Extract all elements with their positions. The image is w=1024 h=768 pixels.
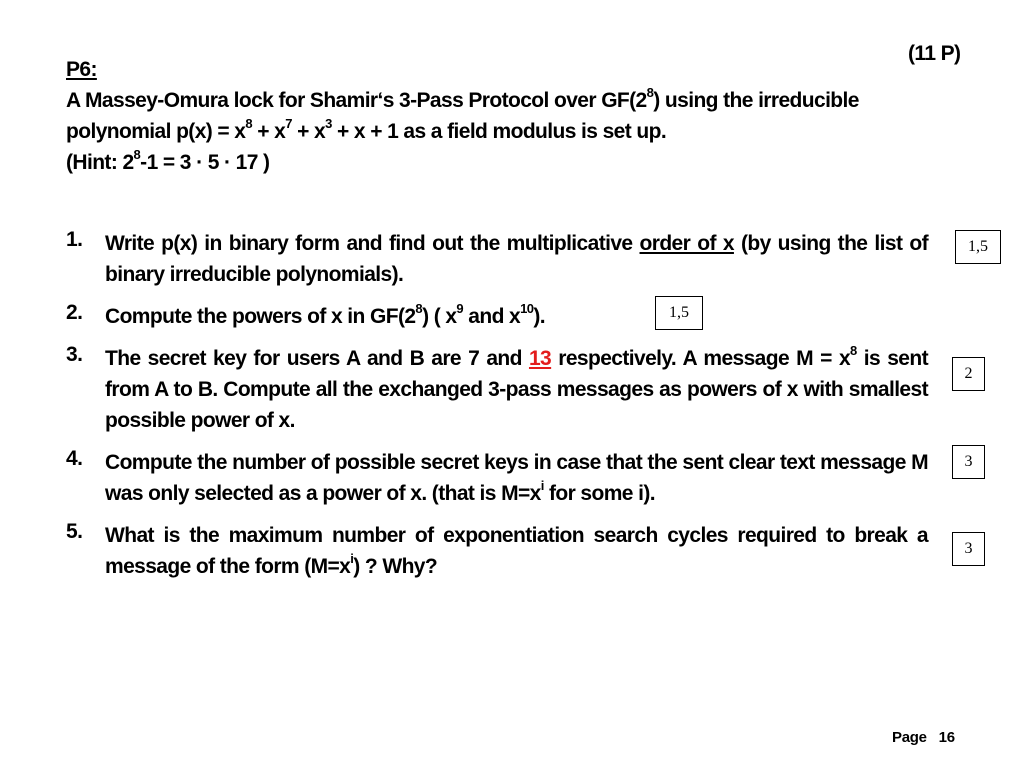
superscript: 8 (415, 301, 423, 316)
page-label: Page (892, 729, 927, 746)
text: for some i). (543, 482, 655, 505)
task-2 (66, 301, 928, 332)
problem-header (66, 54, 928, 178)
text: ) ? Why? (353, 555, 438, 578)
text: ) ( x (422, 305, 457, 328)
task-3 (66, 343, 928, 436)
task-number: 1. (66, 228, 83, 251)
text: + x (291, 120, 326, 143)
text: is sent from A to B. Compute all the exchanged 3-pass messages as powers of x with smallest possible power of x. (105, 347, 929, 432)
underlined-term: order of x (639, 232, 734, 255)
points-label: (11 P) (908, 42, 961, 65)
superscript: i (540, 478, 544, 493)
score-box-task-4: 3 (952, 445, 985, 479)
superscript: 9 (456, 301, 464, 316)
superscript: 8 (133, 147, 141, 162)
problem-statement-line-2 (66, 116, 928, 147)
text: + x + 1 as a field modulus is set up. (331, 120, 667, 143)
problem-statement-line-1 (66, 85, 928, 116)
superscript: i (350, 551, 354, 566)
text: + x (252, 120, 286, 143)
text: polynomial p(x) = x (66, 120, 246, 143)
text: ). (533, 305, 546, 328)
page-footer (892, 729, 955, 746)
text: Compute the powers of x in GF(2 (105, 305, 416, 328)
score-box-task-2: 1,5 (655, 296, 703, 330)
score-box-task-3: 2 (952, 357, 985, 391)
problem-title: P6: (66, 58, 97, 81)
task-text (105, 447, 928, 509)
text: The secret key for users A and B are 7 and (105, 347, 529, 370)
task-text (105, 343, 928, 436)
text: (by using the list of binary irreducible polynomials). (105, 232, 928, 286)
hint-line (66, 147, 928, 178)
superscript: 8 (850, 343, 857, 358)
text: What is the maximum number of exponentiation search cycles required to break a message of the form (M=x (105, 524, 928, 578)
task-text (105, 301, 928, 332)
task-text (105, 520, 928, 582)
superscript: 8 (646, 85, 654, 100)
superscript: 3 (325, 116, 332, 131)
text: Write p(x) in binary form and find out the multiplicative (105, 232, 640, 255)
task-4 (66, 447, 928, 509)
task-number: 2. (66, 301, 83, 324)
score-box-task-1: 1,5 (955, 230, 1001, 264)
text: (Hint: 2 (66, 151, 134, 174)
task-number: 3. (66, 343, 83, 366)
text: Compute the number of possible secret keys in case that the sent clear text message M was only selected as a power of x. (that is M=x (105, 451, 928, 505)
text: -1 = 3 · 5 · 17 ) (140, 151, 270, 174)
score-box-task-5: 3 (952, 532, 985, 566)
text: respectively. A message M = x (551, 347, 851, 370)
highlighted-key: 13 (528, 347, 552, 370)
page-number: 16 (938, 729, 955, 746)
task-number: 5. (66, 520, 83, 543)
text: ) using the irreducible (653, 89, 859, 112)
task-number: 4. (66, 447, 83, 470)
task-1 (66, 228, 928, 290)
task-list (66, 228, 928, 593)
superscript: 10 (520, 301, 534, 316)
text: A Massey-Omura lock for Shamir‘s 3-Pass Protocol over GF(2 (66, 89, 647, 112)
superscript: 8 (245, 116, 253, 131)
task-text (105, 228, 928, 290)
text: and x (463, 305, 521, 328)
task-5 (66, 520, 928, 582)
superscript: 7 (285, 116, 292, 131)
